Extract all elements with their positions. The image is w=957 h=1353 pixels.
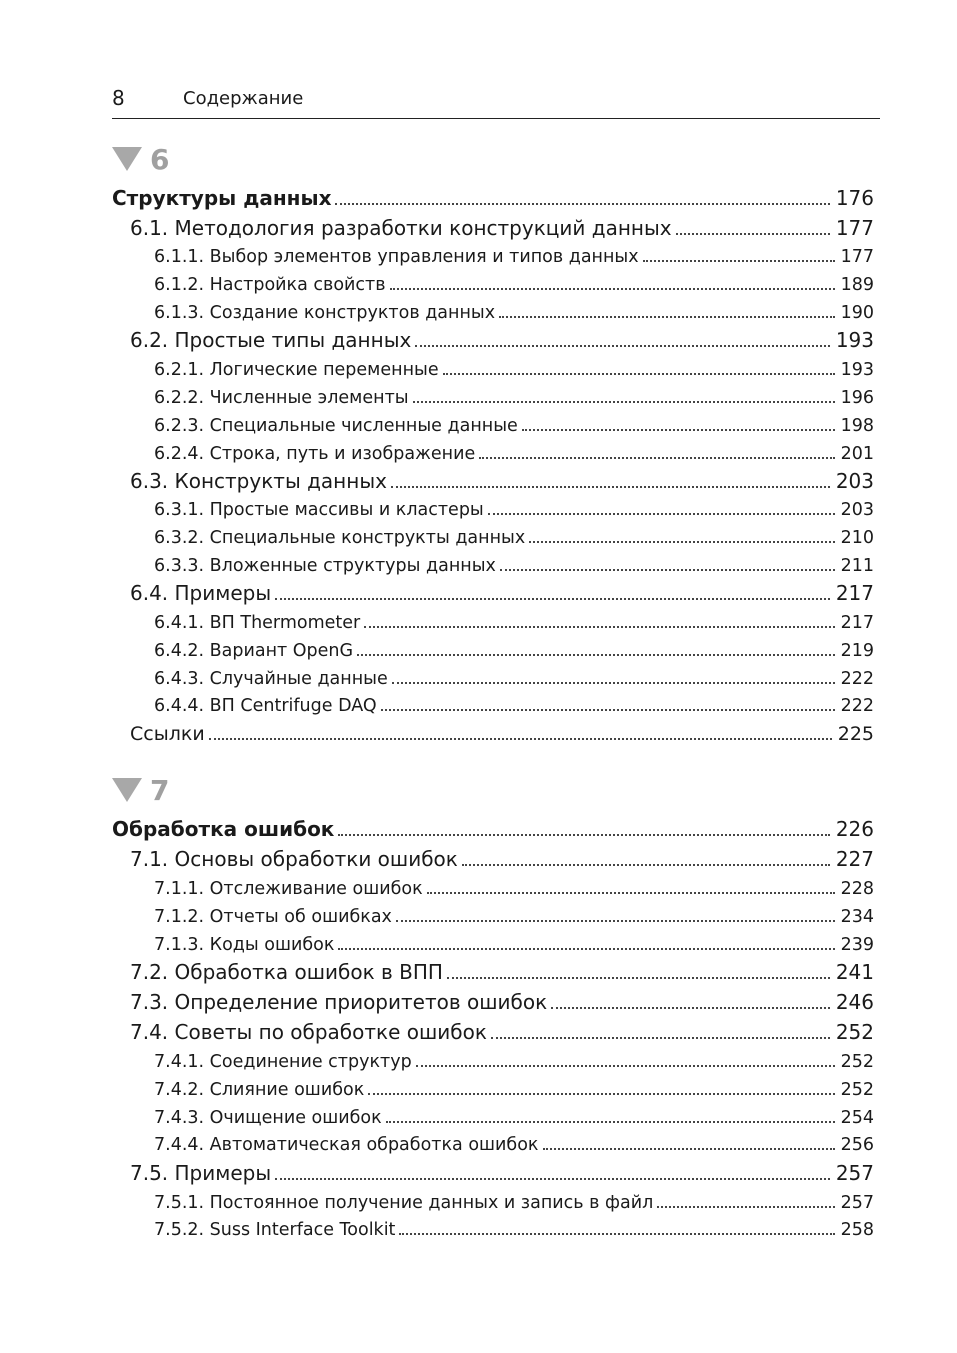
toc-entry-title: 6.1.3. Создание конструктов данных	[154, 303, 496, 323]
toc-entry	[112, 990, 874, 1014]
chapter-number: 6	[150, 142, 170, 176]
toc-entry	[112, 216, 874, 240]
triangle-down-icon	[112, 147, 142, 171]
toc-entry-page: 196	[840, 388, 874, 408]
toc-entry	[112, 904, 874, 927]
toc-entry-page: 241	[835, 960, 874, 984]
toc-entry-page: 226	[835, 817, 874, 841]
dot-leader	[657, 1190, 834, 1208]
chapter-7-marker	[112, 772, 169, 808]
toc-entry-title: Обработка ошибок	[112, 817, 335, 841]
toc-entry-page: 258	[840, 1220, 874, 1240]
toc-entry-title: 7.5.2. Suss Interface Toolkit	[154, 1220, 396, 1240]
dot-leader	[338, 932, 834, 950]
toc-entry-page: 203	[840, 500, 874, 520]
dot-leader	[447, 961, 830, 979]
toc-entry-title: 7.4.2. Слияние ошибок	[154, 1080, 365, 1100]
dot-leader	[381, 693, 835, 711]
toc-entry-title: 7.5.1. Постоянное получение данных и запись в файл	[154, 1193, 654, 1213]
dot-leader	[500, 553, 835, 571]
toc-entry-page: 257	[835, 1161, 874, 1185]
toc-entry	[112, 581, 874, 605]
toc-entry-page: 252	[840, 1080, 874, 1100]
dot-leader	[335, 187, 829, 205]
toc-entry-page: 176	[835, 186, 874, 210]
toc-entry-title: 7.1. Основы обработки ошибок	[130, 847, 458, 871]
toc-entry-title: 7.4.4. Автоматическая обработка ошибок	[154, 1135, 539, 1155]
toc-entry-title: 6.4.2. Вариант OpenG	[154, 641, 354, 661]
dot-leader	[443, 357, 835, 375]
dot-leader	[357, 638, 835, 656]
toc-entry-page: 217	[835, 581, 874, 605]
dot-leader	[551, 991, 830, 1009]
toc-entry-page: 219	[840, 641, 874, 661]
toc-entry-title: 7.2. Обработка ошибок в ВПП	[130, 960, 443, 984]
toc-entry	[112, 186, 874, 210]
toc-entry-title: 6.2.2. Численные элементы	[154, 388, 409, 408]
toc-entry-title: 7.4.1. Соединение структур	[154, 1052, 412, 1072]
toc-entry-page: 239	[840, 935, 874, 955]
dot-leader	[275, 1162, 830, 1180]
toc-entry	[112, 244, 874, 267]
toc-entry-page: 228	[840, 879, 874, 899]
toc-entry	[112, 357, 874, 380]
toc-entry	[112, 693, 874, 716]
toc-entry	[112, 1132, 874, 1155]
toc-entry-title: 6.3. Конструкты данных	[130, 469, 387, 493]
toc-entry-title: Ссылки	[130, 723, 205, 745]
toc-entry	[112, 1161, 874, 1185]
dot-leader	[386, 1105, 835, 1123]
toc-entry-page: 198	[840, 416, 874, 436]
toc-entry	[112, 722, 874, 745]
toc-entry-title: 6.2. Простые типы данных	[130, 328, 412, 352]
toc-entry-page: 210	[840, 528, 874, 548]
toc-entry-page: 252	[835, 1020, 874, 1044]
toc-entry	[112, 847, 874, 871]
dot-leader	[392, 666, 835, 684]
dot-leader	[275, 582, 830, 600]
toc-entry-page: 227	[835, 847, 874, 871]
toc-entry-page: 234	[840, 907, 874, 927]
dot-leader	[462, 848, 830, 866]
toc-entry	[112, 328, 874, 352]
toc-entry-title: 6.4. Примеры	[130, 581, 272, 605]
toc-entry-title: 6.3.3. Вложенные структуры данных	[154, 556, 496, 576]
toc-entry-page: 177	[835, 216, 874, 240]
dot-leader	[522, 413, 835, 431]
running-title: Содержание	[183, 88, 304, 109]
toc-entry	[112, 272, 874, 295]
toc-entry	[112, 497, 874, 520]
dot-leader	[390, 272, 835, 290]
chapter-number: 7	[150, 773, 170, 807]
toc-entry-page: 177	[840, 247, 874, 267]
dot-leader	[368, 1077, 834, 1095]
dot-leader	[396, 904, 835, 922]
toc-entry	[112, 1105, 874, 1128]
dot-leader	[529, 525, 834, 543]
toc-entry-page: 193	[835, 328, 874, 352]
dot-leader	[338, 818, 829, 836]
toc-entry	[112, 817, 874, 841]
page-number: 8	[112, 86, 125, 110]
toc-entry	[112, 385, 874, 408]
toc-entry-page: 222	[840, 669, 874, 689]
toc-entry	[112, 300, 874, 323]
toc-entry-title: 6.4.3. Случайные данные	[154, 669, 388, 689]
toc-entry-title: 6.2.3. Специальные численные данные	[154, 416, 518, 436]
toc-entry	[112, 1049, 874, 1072]
toc-entry-page: 203	[835, 469, 874, 493]
toc-entry	[112, 469, 874, 493]
toc-entry-title: 7.1.2. Отчеты об ошибках	[154, 907, 392, 927]
toc-entry-title: 6.1. Методология разработки конструкций данных	[130, 216, 672, 240]
toc-entry	[112, 1190, 874, 1213]
chapter-6-marker	[112, 141, 169, 177]
toc-entry	[112, 553, 874, 576]
toc-entry	[112, 666, 874, 689]
dot-leader	[415, 329, 829, 347]
dot-leader	[209, 722, 832, 740]
toc-entry-page: 217	[840, 613, 874, 633]
toc-entry	[112, 441, 874, 464]
dot-leader	[427, 876, 835, 894]
toc-entry-page: 189	[840, 275, 874, 295]
toc-entry-title: 6.2.4. Строка, путь и изображение	[154, 444, 476, 464]
toc-entry	[112, 1020, 874, 1044]
toc-entry	[112, 960, 874, 984]
toc-entry-page: 257	[840, 1193, 874, 1213]
page-header	[112, 80, 880, 119]
dot-leader	[416, 1049, 835, 1067]
toc-entry	[112, 413, 874, 436]
toc-entry-page: 246	[835, 990, 874, 1014]
toc-entry-title: 7.5. Примеры	[130, 1161, 272, 1185]
toc-entry-title: 6.4.1. ВП Thermometer	[154, 613, 361, 633]
toc-entry-title: 6.1.1. Выбор элементов управления и типов данных	[154, 247, 639, 267]
toc-entry	[112, 610, 874, 633]
dot-leader	[399, 1217, 834, 1235]
toc-entry-title: 7.4.3. Очищение ошибок	[154, 1108, 382, 1128]
toc-entry	[112, 876, 874, 899]
toc-entry-page: 211	[840, 556, 874, 576]
toc-entry	[112, 1217, 874, 1240]
toc-entry-title: 6.1.2. Настройка свойств	[154, 275, 386, 295]
toc-entry	[112, 932, 874, 955]
toc-entry	[112, 1077, 874, 1100]
dot-leader	[413, 385, 835, 403]
dot-leader	[364, 610, 834, 628]
dot-leader	[479, 441, 834, 459]
toc-entry-page: 193	[840, 360, 874, 380]
toc-entry-page: 254	[840, 1108, 874, 1128]
dot-leader	[499, 300, 835, 318]
toc-entry-page: 201	[840, 444, 874, 464]
toc-entry-title: Структуры данных	[112, 186, 332, 210]
toc-entry-title: 7.1.3. Коды ошибок	[154, 935, 335, 955]
toc-entry-title: 7.1.1. Отслеживание ошибок	[154, 879, 423, 899]
dot-leader	[543, 1132, 835, 1150]
dot-leader	[491, 1021, 830, 1039]
dot-leader	[391, 470, 830, 488]
toc-entry-title: 6.3.2. Специальные конструкты данных	[154, 528, 526, 548]
dot-leader	[643, 244, 835, 262]
toc-entry-page: 252	[840, 1052, 874, 1072]
toc-entry-page: 256	[840, 1135, 874, 1155]
toc-entry	[112, 525, 874, 548]
dot-leader	[676, 217, 830, 235]
toc-entry-title: 7.3. Определение приоритетов ошибок	[130, 990, 548, 1014]
toc-entry-title: 6.2.1. Логические переменные	[154, 360, 439, 380]
toc-entry-page: 225	[837, 723, 874, 745]
toc-entry-title: 6.3.1. Простые массивы и кластеры	[154, 500, 484, 520]
toc-entry-page: 190	[840, 303, 874, 323]
triangle-down-icon	[112, 778, 142, 802]
toc-entry-title: 6.4.4. ВП Centrifuge DAQ	[154, 696, 377, 716]
toc-entry	[112, 638, 874, 661]
toc-entry-title: 7.4. Советы по обработке ошибок	[130, 1020, 487, 1044]
toc-entry-page: 222	[840, 696, 874, 716]
dot-leader	[488, 497, 835, 515]
